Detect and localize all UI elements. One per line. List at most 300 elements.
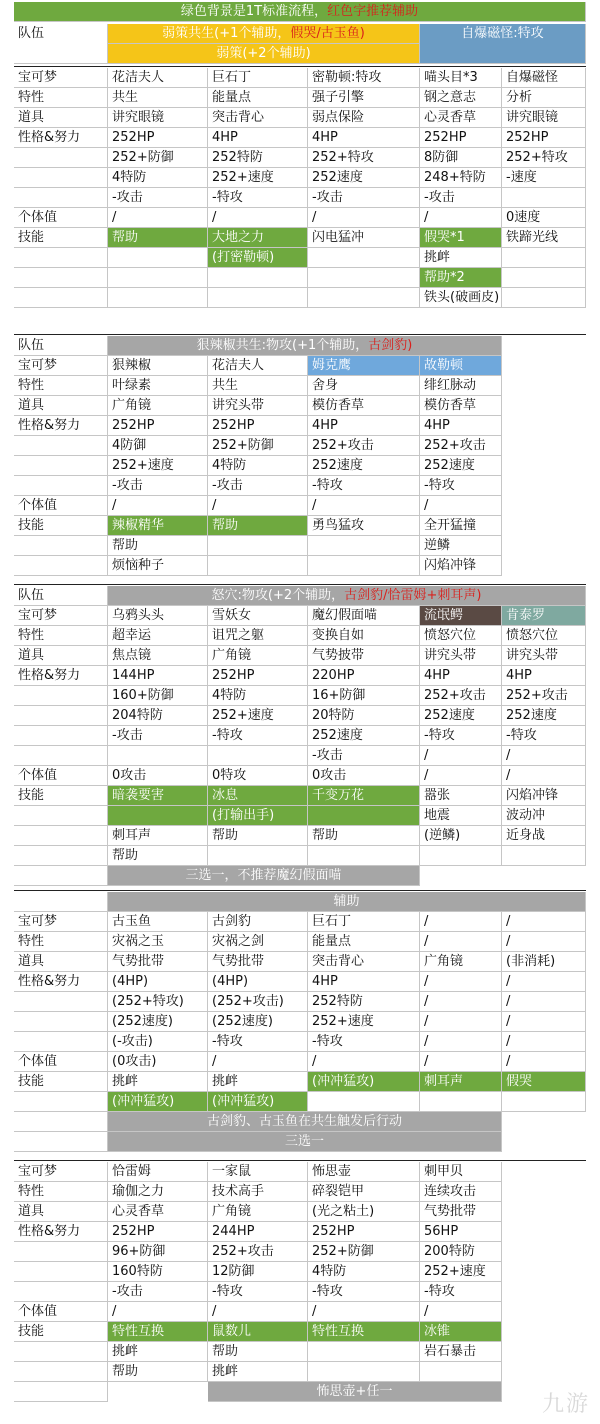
support1-pokemon-cell: 巨石丁 xyxy=(308,912,420,932)
team3-ev5-cell: / xyxy=(502,746,586,766)
blank-label xyxy=(14,826,108,846)
team1-item-cell: 突击背心 xyxy=(208,108,308,128)
team2-ev4-cell: -攻击 xyxy=(208,476,308,496)
team1-ev1-cell: 252HP xyxy=(502,128,586,148)
support2-move1-cell: 鼠数儿 xyxy=(208,1322,308,1342)
team3-header xyxy=(108,586,586,606)
blank-label xyxy=(14,476,108,496)
team3-pokemon-cell: 雪妖女 xyxy=(208,606,308,626)
team2-move2-cell xyxy=(208,536,308,556)
blank-label xyxy=(14,248,108,268)
row-label-item: 道具 xyxy=(14,396,108,416)
blank-label xyxy=(14,268,108,288)
support1-move2-cell: (冲冲猛攻) xyxy=(208,1092,308,1112)
team1-move2-cell xyxy=(502,268,586,288)
team1-pokemon-cell: 喵头目*3 xyxy=(420,68,502,88)
team3-ability-cell: 愤怒穴位 xyxy=(420,626,502,646)
blank-label xyxy=(14,436,108,456)
support1-move2-cell xyxy=(420,1092,502,1112)
row-label-ability: 特性 xyxy=(14,932,108,952)
blank-label xyxy=(14,892,108,912)
support1-ability-cell: 灾祸之玉 xyxy=(108,932,208,952)
team3-move1-cell: 暗袭要害 xyxy=(108,786,208,806)
support2-move2-cell: 挑衅 xyxy=(108,1342,208,1362)
blank-label xyxy=(14,536,108,556)
team3-iv-cell: / xyxy=(420,766,502,786)
section-divider xyxy=(14,890,586,891)
blank-label xyxy=(14,188,108,208)
support1-ev2-cell: / xyxy=(502,992,586,1012)
blank-label xyxy=(14,706,108,726)
team3-iv-cell: 0特攻 xyxy=(208,766,308,786)
team3-ev4-cell: 252速度 xyxy=(308,726,420,746)
support1-pokemon-cell: / xyxy=(420,912,502,932)
team2-ev3-cell: 252+速度 xyxy=(108,456,208,476)
support2-ev1-cell: 244HP xyxy=(208,1222,308,1242)
support1-ev2-cell: / xyxy=(420,992,502,1012)
team3-pokemon-cell: 乌鸦头头 xyxy=(108,606,208,626)
row-label-iv: 个体值 xyxy=(14,208,108,228)
team3-ev1-cell: 4HP xyxy=(420,666,502,686)
team1-item-cell: 弱点保险 xyxy=(308,108,420,128)
team1-iv-cell: / xyxy=(308,208,420,228)
row-label-item: 道具 xyxy=(14,1202,108,1222)
support2-pokemon-cell: 刺甲贝 xyxy=(420,1162,502,1182)
team2-ev3-cell: 252速度 xyxy=(420,456,502,476)
row-label-iv: 个体值 xyxy=(14,766,108,786)
team3-ev5-cell xyxy=(108,746,208,766)
team3-move3-cell xyxy=(502,846,586,866)
blank-label xyxy=(14,148,108,168)
team3-move1b-cell xyxy=(108,806,208,826)
team2-move3-cell: 闪焰冲锋 xyxy=(420,556,502,576)
team1-ev2-cell: 252+防御 xyxy=(108,148,208,168)
team3-move3-cell xyxy=(208,846,308,866)
support1-item-cell: 气势批带 xyxy=(108,952,208,972)
team1-move3-cell xyxy=(108,288,208,308)
blank-label xyxy=(14,556,108,576)
team2-ev1-cell: 4HP xyxy=(308,416,420,436)
support2-move2-cell: 岩石暴击 xyxy=(420,1342,502,1362)
team3-pokemon-cell: 流氓鳄 xyxy=(420,606,502,626)
support1-ability-cell: 能量点 xyxy=(308,932,420,952)
support1-ev4-cell: / xyxy=(420,1032,502,1052)
blank-label xyxy=(14,992,108,1012)
team2-move2-cell: 逆鳞 xyxy=(420,536,502,556)
blank-label xyxy=(14,1242,108,1262)
team1-move1b-cell: 挑衅 xyxy=(420,248,502,268)
support1-pokemon-cell: / xyxy=(502,912,586,932)
team3-move1-cell: 千变万花 xyxy=(308,786,420,806)
support1-move1-cell: 假哭 xyxy=(502,1072,586,1092)
team3-ev3-cell: 252+速度 xyxy=(208,706,308,726)
support1-pokemon-cell: 古玉鱼 xyxy=(108,912,208,932)
team3-move1-cell: 闪焰冲锋 xyxy=(502,786,586,806)
team3-ev2-cell: 252+攻击 xyxy=(420,686,502,706)
blank-label xyxy=(14,866,108,886)
support2-ev3-cell: 4特防 xyxy=(308,1262,420,1282)
team1-ev4-cell: -攻击 xyxy=(308,188,420,208)
team1-iv-cell: / xyxy=(208,208,308,228)
row-label-nature_ev: 性格&努力 xyxy=(14,416,108,436)
team1-move1b-cell: (打密勒顿) xyxy=(208,248,308,268)
team2-item-cell: 模仿香草 xyxy=(308,396,420,416)
support1-item-cell: (非消耗) xyxy=(502,952,586,972)
team1-pokemon-cell: 花洁夫人 xyxy=(108,68,208,88)
blank-label xyxy=(14,456,108,476)
team1-pokemon-cell: 巨石丁 xyxy=(208,68,308,88)
team1-move1b-cell xyxy=(108,248,208,268)
team3-iv-cell: 0攻击 xyxy=(308,766,420,786)
support2-move3-cell: 挑衅 xyxy=(208,1362,308,1382)
support1-ev1-cell: (4HP) xyxy=(208,972,308,992)
team3-item-cell: 气势披带 xyxy=(308,646,420,666)
support1-ev3-cell: / xyxy=(420,1012,502,1032)
team1-move3-cell xyxy=(502,288,586,308)
support1-move2-cell xyxy=(502,1092,586,1112)
team1-move3-cell xyxy=(208,288,308,308)
support1-iv-cell: / xyxy=(420,1052,502,1072)
support1-ev3-cell: (252速度) xyxy=(208,1012,308,1032)
support2-pokemon-cell: 恰雷姆 xyxy=(108,1162,208,1182)
team3-ability-cell: 超幸运 xyxy=(108,626,208,646)
row-label-pokemon: 宝可梦 xyxy=(14,606,108,626)
row-label-ability: 特性 xyxy=(14,1182,108,1202)
title-text: 绿色背景是1T标准流程， xyxy=(180,4,328,19)
support2-ev3-cell: 12防御 xyxy=(208,1262,308,1282)
team2-item-cell: 讲究头带 xyxy=(208,396,308,416)
team2-ev1-cell: 4HP xyxy=(420,416,502,436)
support1-move1-cell: (冲冲猛攻) xyxy=(308,1072,420,1092)
support1-ev2-cell: (252+特攻) xyxy=(108,992,208,1012)
team2-ev2-cell: 4防御 xyxy=(108,436,208,456)
support2-iv-cell: / xyxy=(208,1302,308,1322)
support2-ev4-cell: -特攻 xyxy=(420,1282,502,1302)
team2-item-cell: 广角镜 xyxy=(108,396,208,416)
team2-ev2-cell: 252+攻击 xyxy=(308,436,420,456)
support1-iv-cell: / xyxy=(208,1052,308,1072)
team1-move3-cell: 铁头(破画皮) xyxy=(420,288,502,308)
support2-move1-cell: 特性互换 xyxy=(108,1322,208,1342)
support1-move2-cell xyxy=(308,1092,420,1112)
row-label-ability: 特性 xyxy=(14,88,108,108)
blank-label xyxy=(14,1362,108,1382)
support2-ev4-cell: -特攻 xyxy=(208,1282,308,1302)
team1-ev2-cell: 252特防 xyxy=(208,148,308,168)
support1-ability-cell: 灾祸之剑 xyxy=(208,932,308,952)
support1-item-cell: 气势批带 xyxy=(208,952,308,972)
blank-label xyxy=(14,686,108,706)
team3-ev1-cell: 4HP xyxy=(502,666,586,686)
blank-label xyxy=(14,1112,108,1132)
team3-ev3-cell: 252速度 xyxy=(420,706,502,726)
team1-ability-cell: 共生 xyxy=(108,88,208,108)
row-label-pokemon: 宝可梦 xyxy=(14,68,108,88)
support2-iv-cell: / xyxy=(420,1302,502,1322)
team3-move3-cell xyxy=(308,846,420,866)
blank-label xyxy=(14,1092,108,1112)
team2-ev1-cell: 252HP xyxy=(108,416,208,436)
team1-move2-cell xyxy=(208,268,308,288)
team3-item-cell: 广角镜 xyxy=(208,646,308,666)
team2-move3-cell: 烦恼种子 xyxy=(108,556,208,576)
team2-move2-cell xyxy=(308,536,420,556)
team3-ev1-cell: 252HP xyxy=(208,666,308,686)
team2-iv-cell: / xyxy=(308,496,420,516)
support1-ev4-cell: -特攻 xyxy=(308,1032,420,1052)
header-text-red: 古剑豹) xyxy=(368,338,413,353)
row-label-pokemon: 宝可梦 xyxy=(14,912,108,932)
team2-pokemon-cell: 姆克鹰 xyxy=(308,356,420,376)
team3-item-cell: 焦点镜 xyxy=(108,646,208,666)
row-label-ability: 特性 xyxy=(14,376,108,396)
support2-ev2-cell: 96+防御 xyxy=(108,1242,208,1262)
support2-item-cell: 气势批带 xyxy=(420,1202,502,1222)
team3-ev3-cell: 204特防 xyxy=(108,706,208,726)
support2-ev1-cell: 252HP xyxy=(308,1222,420,1242)
row-label-ability: 特性 xyxy=(14,626,108,646)
support1-item-cell: 广角镜 xyxy=(420,952,502,972)
support2-item-cell: 心灵香草 xyxy=(108,1202,208,1222)
team3-ev2-cell: 252+攻击 xyxy=(502,686,586,706)
team1-item-cell: 讲究眼镜 xyxy=(502,108,586,128)
team1-move2-cell xyxy=(308,268,420,288)
support2-ev2-cell: 200特防 xyxy=(420,1242,502,1262)
team2-ev4-cell: -特攻 xyxy=(308,476,420,496)
support2-ev3-cell: 160特防 xyxy=(108,1262,208,1282)
support2-move3-cell xyxy=(308,1362,420,1382)
team1-iv-cell: 0速度 xyxy=(502,208,586,228)
row-label-moves: 技能 xyxy=(14,1072,108,1092)
support1-ev3-cell: / xyxy=(502,1012,586,1032)
team3-ev4-cell: -攻击 xyxy=(108,726,208,746)
row-label-pokemon: 宝可梦 xyxy=(14,1162,108,1182)
team3-ability-cell: 变换自如 xyxy=(308,626,420,646)
support1-ev1-cell: / xyxy=(502,972,586,992)
support2-iv-cell: / xyxy=(108,1302,208,1322)
support1-footer-choice: 三选一 xyxy=(108,1132,502,1152)
team1-ev1-cell: 4HP xyxy=(208,128,308,148)
team3-move2-cell: 刺耳声 xyxy=(108,826,208,846)
team2-iv-cell: / xyxy=(420,496,502,516)
team2-iv-cell: / xyxy=(208,496,308,516)
team3-ev2-cell: 160+防御 xyxy=(108,686,208,706)
team3-iv-cell: / xyxy=(502,766,586,786)
support1-ev1-cell: (4HP) xyxy=(108,972,208,992)
team3-footer: 三选一，不推荐魔幻假面喵 xyxy=(108,866,420,886)
team1-item-cell: 心灵香草 xyxy=(420,108,502,128)
support1-ev3-cell: 252+速度 xyxy=(308,1012,420,1032)
team2-ability-cell: 叶绿素 xyxy=(108,376,208,396)
team1-ability-cell: 钢之意志 xyxy=(420,88,502,108)
blank-label xyxy=(14,1012,108,1032)
team3-ev4-cell: -特攻 xyxy=(502,726,586,746)
support1-footer-note: 古剑豹、古玉鱼在共生触发后行动 xyxy=(108,1112,502,1132)
support-header: 辅助 xyxy=(108,892,586,912)
team2-ev3-cell: 4特防 xyxy=(208,456,308,476)
team2-ev4-cell: -特攻 xyxy=(420,476,502,496)
team1-move2-cell xyxy=(108,268,208,288)
team2-ability-cell: 共生 xyxy=(208,376,308,396)
support2-move1-cell: 特性互换 xyxy=(308,1322,420,1342)
team1-ability-cell: 能量点 xyxy=(208,88,308,108)
team1-move1-cell: 铁蹄光线 xyxy=(502,228,586,248)
header-text: 狠辣椒共生:物攻(+1个辅助， xyxy=(196,338,369,353)
team2-iv-cell: / xyxy=(108,496,208,516)
team3-ability-cell: 愤怒穴位 xyxy=(502,626,586,646)
row-label-moves: 技能 xyxy=(14,786,108,806)
team1-ev2-cell: 252+特攻 xyxy=(308,148,420,168)
team2-move2-cell: 帮助 xyxy=(108,536,208,556)
support2-pokemon-cell: 一家鼠 xyxy=(208,1162,308,1182)
team1-ev2-cell: 252+特攻 xyxy=(502,148,586,168)
team3-ev3-cell: 20特防 xyxy=(308,706,420,726)
team2-move1-cell: 辣椒精华 xyxy=(108,516,208,536)
row-label-item: 道具 xyxy=(14,952,108,972)
team1-move1b-cell xyxy=(308,248,420,268)
row-label-iv: 个体值 xyxy=(14,1302,108,1322)
team3-move1b-cell: 地震 xyxy=(420,806,502,826)
header-text: 怒穴:物攻(+2个辅助， xyxy=(211,588,345,603)
support1-ev2-cell: (252+攻击) xyxy=(208,992,308,1012)
row-label-moves: 技能 xyxy=(14,516,108,536)
row-label-item: 道具 xyxy=(14,646,108,666)
support2-pokemon-cell: 怖思壶 xyxy=(308,1162,420,1182)
row-label-team: 队伍 xyxy=(14,586,108,606)
team1-move1-cell: 闪电猛冲 xyxy=(308,228,420,248)
team2-pokemon-cell: 故勒顿 xyxy=(420,356,502,376)
support2-move3-cell xyxy=(420,1362,502,1382)
blank-label xyxy=(14,168,108,188)
team1-ev1-cell: 252HP xyxy=(420,128,502,148)
support2-move1-cell: 冰锥 xyxy=(420,1322,502,1342)
blank-label xyxy=(14,726,108,746)
support2-ev2-cell: 252+防御 xyxy=(308,1242,420,1262)
team2-header xyxy=(108,336,502,356)
team3-move2-cell: 帮助 xyxy=(308,826,420,846)
team3-ev3-cell: 252速度 xyxy=(502,706,586,726)
support1-move1-cell: 挑衅 xyxy=(208,1072,308,1092)
blank-label xyxy=(14,1382,108,1402)
blank-label xyxy=(14,846,108,866)
support1-move1-cell: 挑衅 xyxy=(108,1072,208,1092)
team1-ability-cell: 分析 xyxy=(502,88,586,108)
blank-label xyxy=(14,746,108,766)
row-label-nature_ev: 性格&努力 xyxy=(14,666,108,686)
support1-ev4-cell: / xyxy=(502,1032,586,1052)
support2-ev3-cell: 252+速度 xyxy=(420,1262,502,1282)
team3-ev2-cell: 16+防御 xyxy=(308,686,420,706)
team2-ability-cell: 舍身 xyxy=(308,376,420,396)
team1-header-c: 自爆磁怪:特攻 xyxy=(420,24,586,64)
blank-label xyxy=(14,806,108,826)
watermark-logo: 九游 xyxy=(541,1392,590,1417)
team1-ev3-cell: 4特防 xyxy=(108,168,208,188)
team3-ev4-cell: -特攻 xyxy=(420,726,502,746)
support2-move2-cell: 帮助 xyxy=(208,1342,308,1362)
team1-ev4-cell: -攻击 xyxy=(420,188,502,208)
support2-ev2-cell: 252+攻击 xyxy=(208,1242,308,1262)
row-label-team: 队伍 xyxy=(14,24,108,64)
section-divider xyxy=(14,66,586,67)
header-text-red: 古剑豹/恰雷姆+刺耳声) xyxy=(344,588,482,603)
team2-move1-cell: 勇鸟猛攻 xyxy=(308,516,420,536)
team1-ev4-cell: -攻击 xyxy=(108,188,208,208)
blank-label xyxy=(14,1262,108,1282)
team3-ev4-cell: -特攻 xyxy=(208,726,308,746)
support1-ev4-cell: (-攻击) xyxy=(108,1032,208,1052)
team1-move1-cell: 帮助 xyxy=(108,228,208,248)
team1-ev3-cell: -速度 xyxy=(502,168,586,188)
blank-label xyxy=(14,1282,108,1302)
team3-move1b-cell: 波动冲 xyxy=(502,806,586,826)
team2-ev2-cell: 252+攻击 xyxy=(420,436,502,456)
support1-item-cell: 突击背心 xyxy=(308,952,420,972)
support2-ev4-cell: -攻击 xyxy=(108,1282,208,1302)
row-label-nature_ev: 性格&努力 xyxy=(14,1222,108,1242)
team2-ev4-cell: -攻击 xyxy=(108,476,208,496)
team3-ev2-cell: 4特防 xyxy=(208,686,308,706)
team1-ability-cell: 强子引擎 xyxy=(308,88,420,108)
team1-ev4-cell: -特攻 xyxy=(208,188,308,208)
team3-move3-cell xyxy=(420,846,502,866)
row-label-team: 队伍 xyxy=(14,336,108,356)
support1-ability-cell: / xyxy=(502,932,586,952)
support2-item-cell: 广角镜 xyxy=(208,1202,308,1222)
support2-ev1-cell: 56HP xyxy=(420,1222,502,1242)
support1-ev1-cell: 4HP xyxy=(308,972,420,992)
team2-move1-cell: 全开猛撞 xyxy=(420,516,502,536)
support2-item-cell: (光之粘土) xyxy=(308,1202,420,1222)
team1-ev3-cell: 248+特防 xyxy=(420,168,502,188)
blank-label xyxy=(14,288,108,308)
team1-pokemon-cell: 密勒顿:特攻 xyxy=(308,68,420,88)
support1-ev2-cell: 252特防 xyxy=(308,992,420,1012)
team1-move1-cell: 假哭*1 xyxy=(420,228,502,248)
section-divider xyxy=(14,584,586,585)
team1-iv-cell: / xyxy=(420,208,502,228)
support1-pokemon-cell: 古剑豹 xyxy=(208,912,308,932)
support2-ability-cell: 连续攻击 xyxy=(420,1182,502,1202)
team3-move3-cell: 帮助 xyxy=(108,846,208,866)
team2-pokemon-cell: 狠辣椒 xyxy=(108,356,208,376)
team1-move2-cell: 帮助*2 xyxy=(420,268,502,288)
row-label-pokemon: 宝可梦 xyxy=(14,356,108,376)
support2-ability-cell: 瑜伽之力 xyxy=(108,1182,208,1202)
team1-move1-cell: 大地之力 xyxy=(208,228,308,248)
team3-move1b-cell xyxy=(308,806,420,826)
team2-item-cell: 模仿香草 xyxy=(420,396,502,416)
row-label-nature_ev: 性格&努力 xyxy=(14,972,108,992)
row-label-iv: 个体值 xyxy=(14,1052,108,1072)
team2-move3-cell xyxy=(308,556,420,576)
section-divider xyxy=(14,1160,586,1161)
row-label-moves: 技能 xyxy=(14,228,108,248)
support1-ev1-cell: / xyxy=(420,972,502,992)
team2-move1-cell: 帮助 xyxy=(208,516,308,536)
team2-ev1-cell: 252HP xyxy=(208,416,308,436)
team3-ev5-cell: / xyxy=(420,746,502,766)
row-label-iv: 个体值 xyxy=(14,496,108,516)
support2-iv-cell: / xyxy=(308,1302,420,1322)
support2-move3-cell: 帮助 xyxy=(108,1362,208,1382)
team1-move1b-cell xyxy=(502,248,586,268)
team1-move3-cell xyxy=(308,288,420,308)
support2-ability-cell: 技术高手 xyxy=(208,1182,308,1202)
support2-ev4-cell: -特攻 xyxy=(308,1282,420,1302)
support2-move2-cell xyxy=(308,1342,420,1362)
team2-ev2-cell: 252+防御 xyxy=(208,436,308,456)
